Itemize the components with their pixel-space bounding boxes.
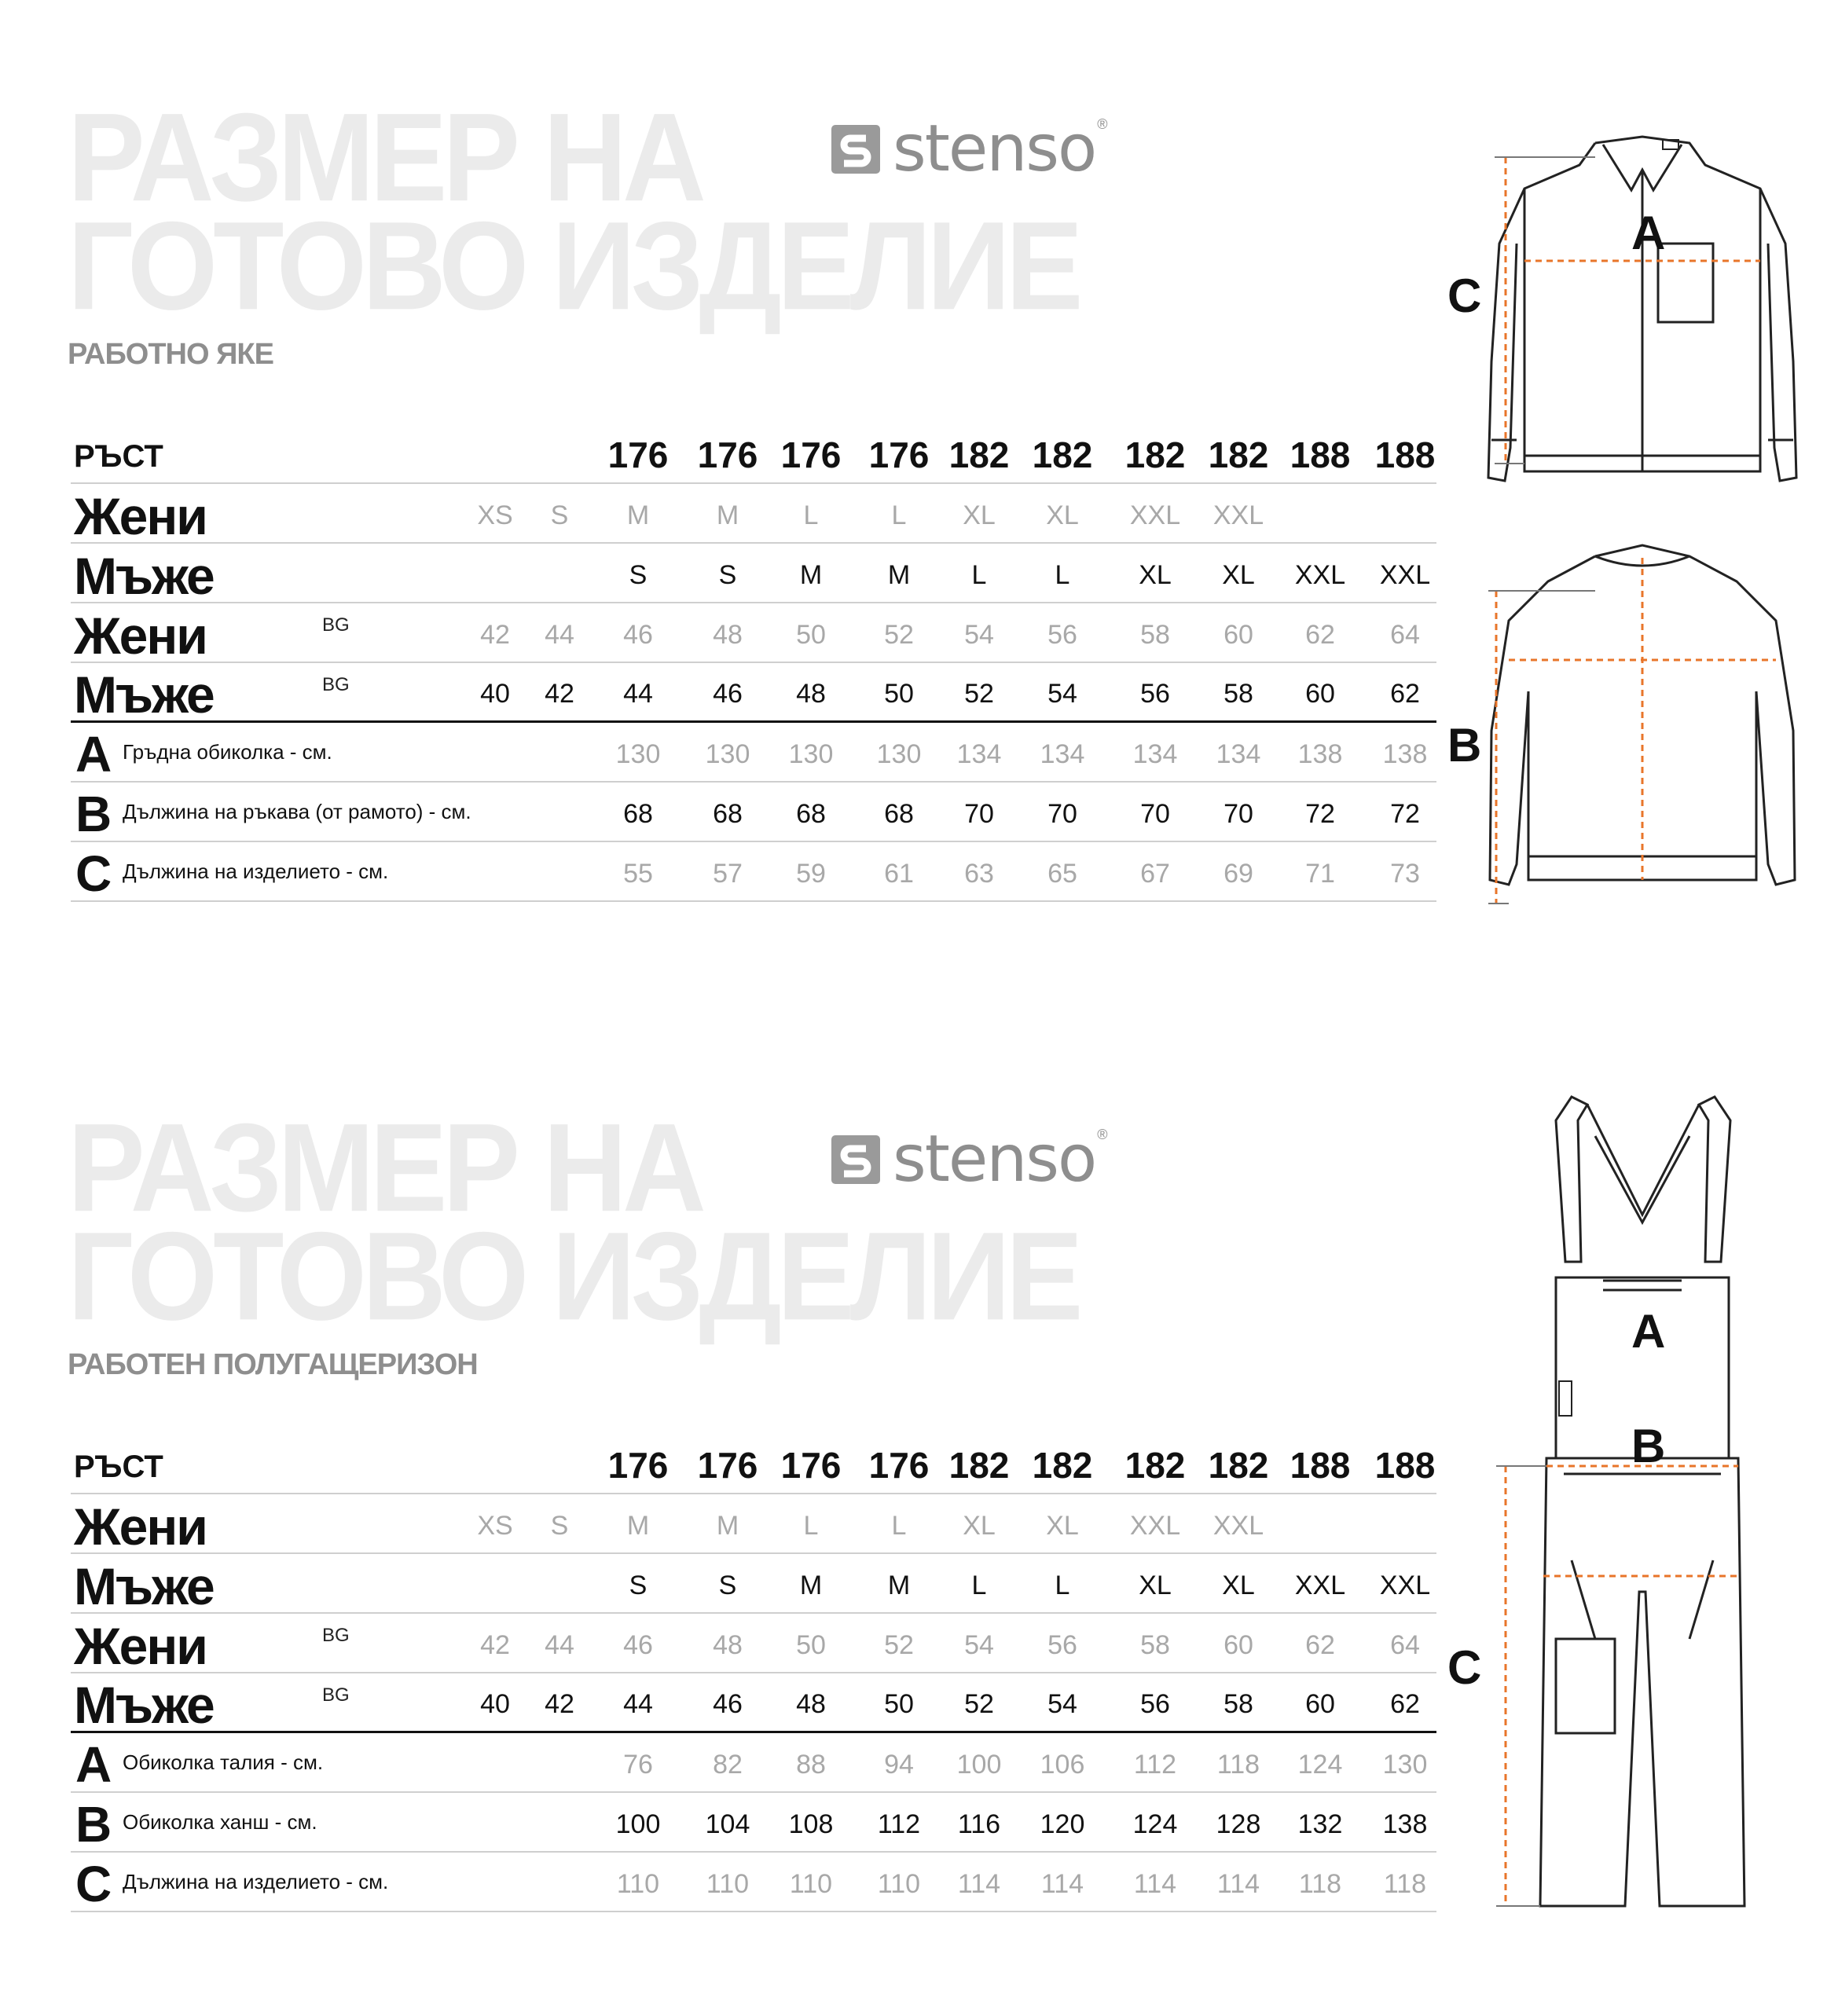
table-cell: M bbox=[626, 500, 650, 530]
table-cell: XXL bbox=[1379, 1571, 1431, 1600]
table-cell: 50 bbox=[796, 1630, 826, 1660]
row-label: Жени bbox=[74, 607, 207, 665]
table-cell: 56 bbox=[1047, 1630, 1077, 1660]
table-cell: XL bbox=[1222, 560, 1255, 590]
table-cell: XL bbox=[963, 1511, 996, 1541]
table-cell: XXL bbox=[1379, 560, 1431, 590]
row-label: Мъже bbox=[74, 547, 214, 605]
table-cell: 50 bbox=[884, 679, 914, 709]
measure-letter: A bbox=[75, 726, 112, 783]
measure-description: Дължина на изделието - см. bbox=[123, 860, 389, 883]
table-cell: M bbox=[799, 560, 823, 590]
title-line-2: ГОТОВО ИЗДЕЛИЕ bbox=[68, 1206, 1079, 1347]
row-label: Жени bbox=[74, 1617, 207, 1675]
row-women-bg bbox=[71, 1614, 1436, 1673]
table-cell: 68 bbox=[623, 799, 653, 829]
table-cell: 52 bbox=[884, 1630, 914, 1660]
table-cell: 44 bbox=[545, 1630, 574, 1660]
table-cell: 76 bbox=[623, 1750, 653, 1780]
table-cell: S bbox=[718, 560, 737, 590]
registered-mark: ® bbox=[1097, 1127, 1108, 1142]
table-cell: 72 bbox=[1390, 799, 1420, 829]
measure-letter: C bbox=[75, 1856, 112, 1912]
table-cell: 132 bbox=[1297, 1809, 1343, 1839]
measure-description: Обиколка талия - см. bbox=[123, 1750, 324, 1774]
table-cell: 58 bbox=[1223, 1689, 1253, 1719]
table-cell: XXL bbox=[1212, 1511, 1264, 1541]
table-cell: 54 bbox=[964, 620, 994, 650]
table-cell: 182 bbox=[1208, 1445, 1269, 1486]
table-cell: 54 bbox=[1047, 679, 1077, 709]
table-cell: 42 bbox=[545, 679, 574, 709]
table-cell: 70 bbox=[964, 799, 994, 829]
table-cell: 44 bbox=[545, 620, 574, 650]
table-cell: 62 bbox=[1305, 620, 1335, 650]
table-cell: 118 bbox=[1383, 1869, 1427, 1899]
table-cell: 104 bbox=[705, 1809, 750, 1839]
table-cell: 48 bbox=[713, 1630, 743, 1660]
row-men-bg bbox=[71, 1673, 1436, 1733]
overalls-illustration bbox=[1477, 1089, 1807, 1937]
size-chart-jacket bbox=[0, 0, 1838, 1006]
row-women-size bbox=[71, 484, 1436, 544]
table-cell: 118 bbox=[1216, 1750, 1260, 1780]
table-cell: 134 bbox=[1216, 739, 1261, 769]
table-cell: 176 bbox=[697, 434, 758, 475]
table-cell: 62 bbox=[1390, 1689, 1420, 1719]
table-cell: 64 bbox=[1390, 620, 1420, 650]
table-cell: 130 bbox=[705, 739, 750, 769]
table-cell: 114 bbox=[1133, 1869, 1177, 1899]
table-cell: 60 bbox=[1305, 679, 1335, 709]
table-cell: L bbox=[1055, 1571, 1070, 1600]
measure-letter: B bbox=[75, 786, 112, 842]
row-measure-b bbox=[71, 783, 1436, 842]
table-cell: 72 bbox=[1305, 799, 1335, 829]
table-cell: 64 bbox=[1390, 1630, 1420, 1660]
row-height bbox=[71, 434, 1436, 484]
row-height bbox=[71, 1444, 1436, 1494]
table-cell: 60 bbox=[1305, 1689, 1335, 1719]
table-cell: 62 bbox=[1390, 679, 1420, 709]
table-cell: S bbox=[629, 560, 648, 590]
row-women-size bbox=[71, 1494, 1436, 1554]
table-cell: 68 bbox=[796, 799, 826, 829]
measure-description: Гръдна обиколка - см. bbox=[123, 740, 332, 764]
table-cell: 58 bbox=[1223, 679, 1253, 709]
row-women-bg bbox=[71, 603, 1436, 663]
jacket-front-illustration bbox=[1477, 126, 1807, 503]
title-line-2: ГОТОВО ИЗДЕЛИЕ bbox=[68, 196, 1079, 336]
title-line-1: РАЗМЕР НА bbox=[68, 1098, 702, 1238]
logo-mark-icon bbox=[831, 1135, 880, 1184]
measure-letter: A bbox=[75, 1736, 112, 1793]
table-cell: S bbox=[550, 500, 569, 530]
table-cell: 130 bbox=[1382, 1750, 1428, 1780]
diagram-letter-a: A bbox=[1631, 207, 1666, 259]
row-label: РЪСТ bbox=[74, 1450, 163, 1484]
diagram-letter-a: A bbox=[1631, 1305, 1666, 1358]
table-cell: M bbox=[887, 1571, 911, 1600]
table-cell: 176 bbox=[780, 1445, 842, 1486]
diagram-letter-b: B bbox=[1631, 1420, 1666, 1472]
table-cell: L bbox=[1055, 560, 1070, 590]
table-cell: L bbox=[803, 1511, 819, 1541]
jacket-back-illustration bbox=[1477, 534, 1807, 911]
row-measure-c bbox=[71, 842, 1436, 902]
table-cell: 182 bbox=[948, 434, 1010, 475]
table-cell: 108 bbox=[788, 1809, 834, 1839]
table-cell: 60 bbox=[1223, 1630, 1253, 1660]
table-cell: 134 bbox=[1040, 739, 1085, 769]
table-cell: M bbox=[716, 1511, 739, 1541]
table-cell: L bbox=[803, 500, 819, 530]
table-cell: 94 bbox=[884, 1750, 914, 1780]
row-label: Мъже bbox=[74, 1557, 214, 1615]
brand-name: stenso bbox=[893, 112, 1096, 186]
table-cell: 138 bbox=[1382, 1809, 1428, 1839]
table-cell: 68 bbox=[884, 799, 914, 829]
diagram-letter-c: C bbox=[1447, 269, 1482, 322]
table-cell: 70 bbox=[1047, 799, 1077, 829]
table-cell: 182 bbox=[1032, 434, 1093, 475]
table-cell: 40 bbox=[480, 1689, 510, 1719]
row-label: Мъже bbox=[74, 665, 214, 724]
table-cell: XS bbox=[477, 1511, 513, 1541]
table-cell: XS bbox=[477, 500, 513, 530]
table-cell: 176 bbox=[607, 434, 669, 475]
table-cell: L bbox=[971, 1571, 987, 1600]
table-cell: 100 bbox=[956, 1750, 1002, 1780]
table-cell: 176 bbox=[868, 1445, 930, 1486]
table-cell: 182 bbox=[1032, 1445, 1093, 1486]
table-cell: M bbox=[887, 560, 911, 590]
bg-tag: BG bbox=[322, 1684, 350, 1706]
table-cell: 56 bbox=[1140, 1689, 1170, 1719]
table-cell: 182 bbox=[1124, 1445, 1186, 1486]
table-cell: 114 bbox=[1216, 1869, 1260, 1899]
row-men-size bbox=[71, 544, 1436, 603]
table-cell: 56 bbox=[1140, 679, 1170, 709]
product-subtitle: РАБОТЕН ПОЛУГАЩЕРИЗОН bbox=[68, 1348, 478, 1381]
table-cell: 124 bbox=[1132, 1809, 1178, 1839]
table-cell: 62 bbox=[1305, 1630, 1335, 1660]
table-cell: 116 bbox=[957, 1809, 1001, 1839]
table-cell: 110 bbox=[789, 1869, 833, 1899]
table-cell: 70 bbox=[1223, 799, 1253, 829]
table-cell: S bbox=[718, 1571, 737, 1600]
table-cell: 46 bbox=[713, 1689, 743, 1719]
diagram-letter-b: B bbox=[1447, 719, 1482, 772]
size-chart-overalls bbox=[0, 1010, 1838, 2016]
table-cell: 100 bbox=[615, 1809, 661, 1839]
row-measure-a bbox=[71, 723, 1436, 783]
row-men-size bbox=[71, 1554, 1436, 1614]
measure-description: Дължина на ръкава (от рамото) - см. bbox=[123, 800, 471, 823]
table-cell: 67 bbox=[1140, 859, 1170, 889]
table-cell: 188 bbox=[1374, 1445, 1436, 1486]
row-measure-c bbox=[71, 1853, 1436, 1912]
title-line-1: РАЗМЕР НА bbox=[68, 87, 702, 228]
table-cell: XXL bbox=[1212, 500, 1264, 530]
table-cell: 176 bbox=[780, 434, 842, 475]
table-cell: 48 bbox=[796, 679, 826, 709]
table-cell: 182 bbox=[1124, 434, 1186, 475]
brand-logo bbox=[831, 1122, 1108, 1197]
row-measure-b bbox=[71, 1793, 1436, 1853]
table-cell: 58 bbox=[1140, 1630, 1170, 1660]
table-cell: 52 bbox=[884, 620, 914, 650]
table-cell: 55 bbox=[623, 859, 653, 889]
registered-mark: ® bbox=[1097, 116, 1108, 132]
brand-name: stenso bbox=[893, 1122, 1096, 1197]
row-label: Мъже bbox=[74, 1676, 214, 1734]
table-cell: 46 bbox=[623, 1630, 653, 1660]
table-cell: 138 bbox=[1382, 739, 1428, 769]
size-table bbox=[71, 434, 1436, 902]
table-cell: 70 bbox=[1140, 799, 1170, 829]
table-cell: M bbox=[626, 1511, 650, 1541]
table-cell: M bbox=[716, 500, 739, 530]
table-cell: 188 bbox=[1374, 434, 1436, 475]
table-cell: 130 bbox=[615, 739, 661, 769]
table-cell: XL bbox=[1139, 560, 1172, 590]
table-cell: 82 bbox=[713, 1750, 743, 1780]
table-cell: 124 bbox=[1297, 1750, 1343, 1780]
table-cell: 182 bbox=[1208, 434, 1269, 475]
table-cell: 134 bbox=[956, 739, 1002, 769]
table-cell: 60 bbox=[1223, 620, 1253, 650]
table-cell: 56 bbox=[1047, 620, 1077, 650]
table-cell: 48 bbox=[796, 1689, 826, 1719]
table-cell: 138 bbox=[1297, 739, 1343, 769]
table-cell: XL bbox=[1046, 1511, 1079, 1541]
table-cell: 106 bbox=[1040, 1750, 1085, 1780]
table-cell: 188 bbox=[1290, 434, 1351, 475]
table-cell: L bbox=[971, 560, 987, 590]
table-cell: 59 bbox=[796, 859, 826, 889]
measure-description: Обиколка ханш - см. bbox=[123, 1810, 317, 1834]
table-cell: XL bbox=[963, 500, 996, 530]
row-men-bg bbox=[71, 663, 1436, 723]
table-cell: XXL bbox=[1129, 500, 1181, 530]
table-cell: XL bbox=[1222, 1571, 1255, 1600]
bg-tag: BG bbox=[322, 614, 350, 636]
table-cell: S bbox=[550, 1511, 569, 1541]
logo-mark-icon bbox=[831, 125, 880, 174]
table-cell: M bbox=[799, 1571, 823, 1600]
bg-tag: BG bbox=[322, 674, 350, 695]
table-cell: 48 bbox=[713, 620, 743, 650]
table-cell: 44 bbox=[623, 679, 653, 709]
table-cell: 50 bbox=[796, 620, 826, 650]
table-cell: 46 bbox=[713, 679, 743, 709]
table-cell: 54 bbox=[964, 1630, 994, 1660]
table-cell: 182 bbox=[948, 1445, 1010, 1486]
table-cell: 42 bbox=[545, 1689, 574, 1719]
measure-letter: C bbox=[75, 845, 112, 902]
row-label: РЪСТ bbox=[74, 439, 163, 474]
table-cell: 130 bbox=[876, 739, 922, 769]
table-cell: 40 bbox=[480, 679, 510, 709]
table-cell: XL bbox=[1046, 500, 1079, 530]
table-cell: 73 bbox=[1390, 859, 1420, 889]
table-cell: 44 bbox=[623, 1689, 653, 1719]
table-cell: 110 bbox=[616, 1869, 660, 1899]
row-label: Жени bbox=[74, 487, 207, 545]
table-cell: 114 bbox=[957, 1869, 1001, 1899]
diagram-letter-c: C bbox=[1447, 1641, 1482, 1694]
brand-logo bbox=[831, 112, 1108, 186]
table-cell: 112 bbox=[877, 1809, 921, 1839]
table-cell: 57 bbox=[713, 859, 743, 889]
table-cell: 54 bbox=[1047, 1689, 1077, 1719]
table-cell: 134 bbox=[1132, 739, 1178, 769]
table-cell: XXL bbox=[1294, 1571, 1346, 1600]
table-cell: 188 bbox=[1290, 1445, 1351, 1486]
table-cell: 130 bbox=[788, 739, 834, 769]
table-cell: 176 bbox=[697, 1445, 758, 1486]
table-cell: XXL bbox=[1129, 1511, 1181, 1541]
table-cell: 69 bbox=[1223, 859, 1253, 889]
table-cell: 176 bbox=[607, 1445, 669, 1486]
row-measure-a bbox=[71, 1733, 1436, 1793]
row-label: Жени bbox=[74, 1497, 207, 1556]
table-cell: S bbox=[629, 1571, 648, 1600]
table-cell: 118 bbox=[1298, 1869, 1342, 1899]
table-cell: 114 bbox=[1040, 1869, 1084, 1899]
table-cell: L bbox=[891, 500, 907, 530]
table-cell: 52 bbox=[964, 1689, 994, 1719]
table-cell: 58 bbox=[1140, 620, 1170, 650]
product-subtitle: РАБОТНО ЯКЕ bbox=[68, 338, 273, 371]
table-cell: 110 bbox=[877, 1869, 921, 1899]
table-cell: 71 bbox=[1305, 859, 1335, 889]
bg-tag: BG bbox=[322, 1625, 350, 1646]
table-cell: 61 bbox=[884, 859, 914, 889]
table-cell: 42 bbox=[480, 620, 510, 650]
table-cell: 65 bbox=[1047, 859, 1077, 889]
table-cell: 46 bbox=[623, 620, 653, 650]
table-cell: 176 bbox=[868, 434, 930, 475]
table-cell: 42 bbox=[480, 1630, 510, 1660]
table-cell: 63 bbox=[964, 859, 994, 889]
table-cell: XL bbox=[1139, 1571, 1172, 1600]
table-cell: 68 bbox=[713, 799, 743, 829]
size-table bbox=[71, 1444, 1436, 1912]
table-cell: 52 bbox=[964, 679, 994, 709]
table-cell: 120 bbox=[1040, 1809, 1085, 1839]
table-cell: 88 bbox=[796, 1750, 826, 1780]
table-cell: XXL bbox=[1294, 560, 1346, 590]
measure-letter: B bbox=[75, 1796, 112, 1853]
table-cell: 50 bbox=[884, 1689, 914, 1719]
table-cell: L bbox=[891, 1511, 907, 1541]
table-cell: 128 bbox=[1216, 1809, 1261, 1839]
table-cell: 110 bbox=[706, 1869, 750, 1899]
table-cell: 112 bbox=[1133, 1750, 1177, 1780]
measure-description: Дължина на изделието - см. bbox=[123, 1870, 389, 1893]
